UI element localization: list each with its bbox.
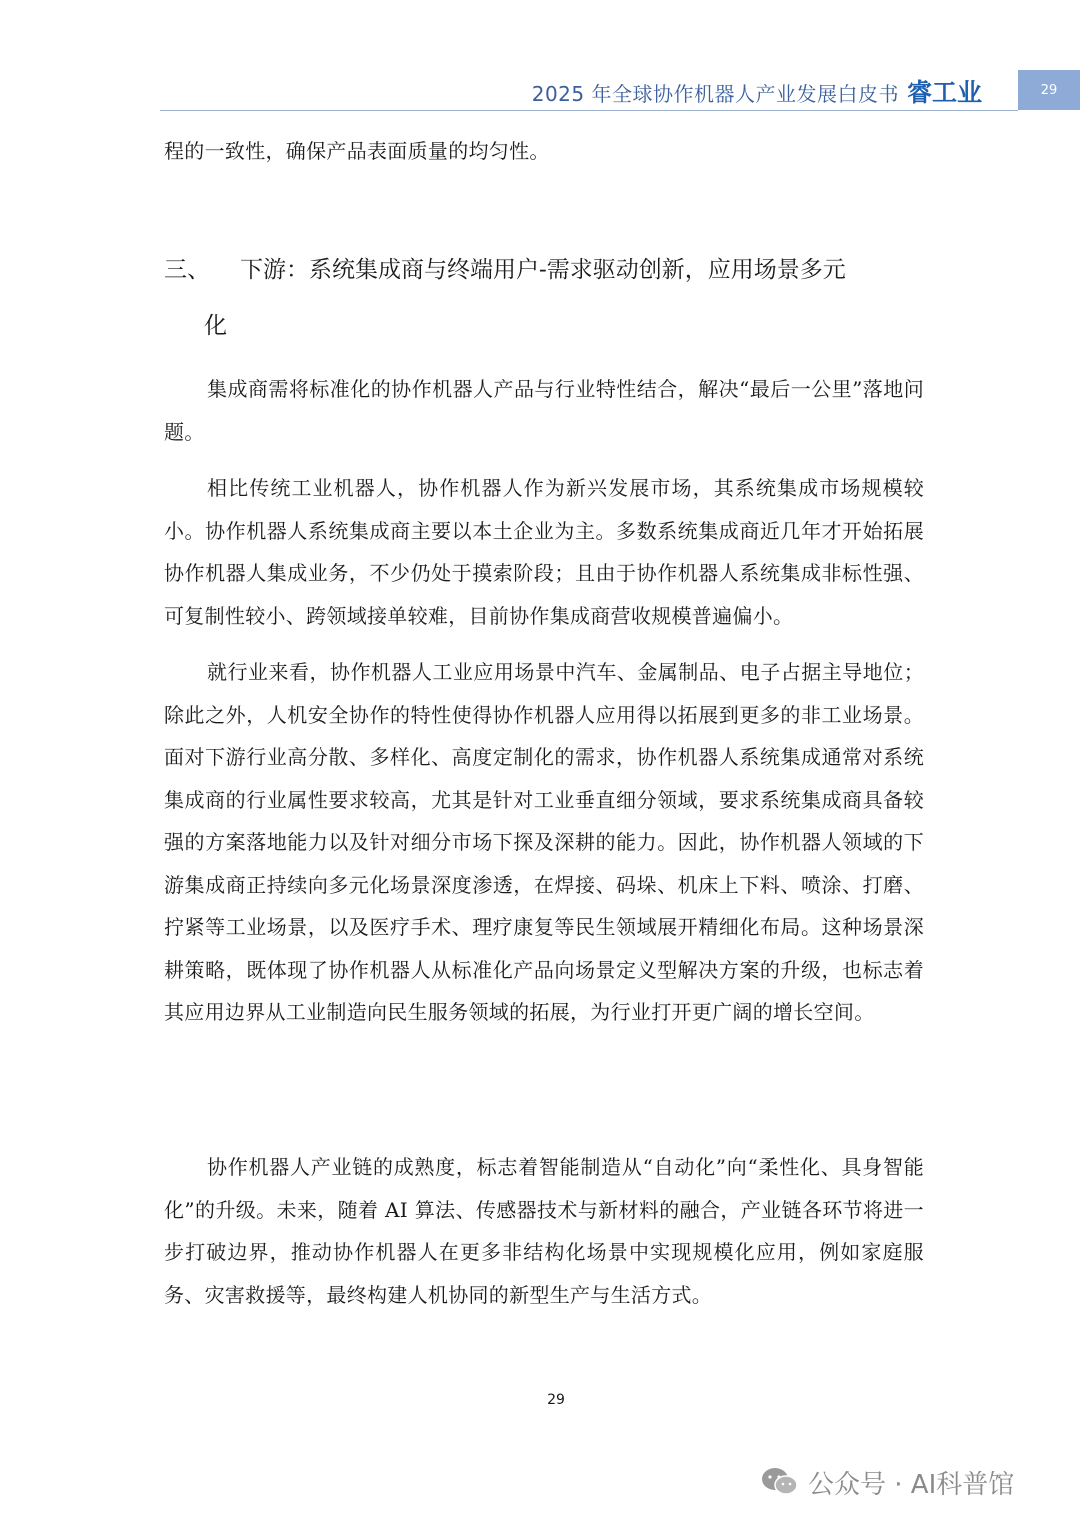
- document-title: 2025 年全球协作机器人产业发展白皮书: [531, 82, 899, 106]
- footer-page-number: 29: [547, 1392, 565, 1408]
- page-header: [0, 70, 1080, 112]
- paragraph-1: 集成商需将标准化的协作机器人产品与行业特性结合，解决“最后一公里”落地问题。: [164, 377, 924, 444]
- wechat-icon: [760, 1466, 800, 1498]
- header-title: [532, 76, 982, 108]
- watermark: [760, 1462, 1014, 1502]
- paragraph-3: 就行业来看，协作机器人工业应用场景中汽车、金属制品、电子占据主导地位；除此之外，人机安全协作的特性使得协作机器人应用得以拓展到更多的非工业场景。面对下游行业高分散、多样化、高度定制化的需求，协作机器人系统集成通常对系统集成商的行业属性要求较高，尤其是针对工业垂直细分领域，要求系统集成商具备较强的方案落地能力以及针对细分市场下探及深耕的能力。因此，协作机器人领域的下游集成商正持续向多元化场景深度渗透，在焊接、码垛、机床上下料、喷涂、打磨、拧紧等工业场景，以及医疗手术、理疗康复等民生领域展开精细化布局。这种场景深耕策略，既体现了协作机器人从标准化产品向场景定义型解决方案的升级，也标志着其应用边界从工业制造向民生服务领域的拓展，为行业打开更广阔的增长空间。: [164, 660, 924, 1024]
- paragraph-continued: 程的一致性，确保产品表面质量的均匀性。: [164, 139, 550, 163]
- section-heading-line2: 化: [204, 313, 227, 339]
- paragraph-4: 协作机器人产业链的成熟度，标志着智能制造从“自动化”向“柔性化、具身智能化”的升级。未来，随着 AI 算法、传感器技术与新材料的融合，产业链各环节将进一步打破边界，推动协作机器人在更多非结构化场景中实现规模化应用，例如家庭服务、灾害救援等，最终构建人机协同的新型生产与生活方式。: [164, 1155, 924, 1307]
- watermark-text: 公众号 · AI科普馆: [808, 1469, 1015, 1500]
- section-number: 三、: [164, 257, 210, 283]
- header-page-number: 29: [1018, 70, 1080, 110]
- section-heading: [164, 242, 924, 354]
- header-rule: [160, 110, 1018, 111]
- paragraph-2: 相比传统工业机器人，协作机器人作为新兴发展市场，其系统集成市场规模较小。协作机器人系统集成商主要以本土企业为主。多数系统集成商近几年才开始拓展协作机器人集成业务，不少仍处于摸索阶段；且由于协作机器人系统集成非标性强、可复制性较小、跨领域接单较难，目前协作集成商营收规模普遍偏小。: [164, 476, 924, 628]
- brand-logo-text: 睿工业: [906, 78, 982, 107]
- section-heading-line1: 下游：系统集成商与终端用户-需求驱动创新，应用场景多元: [240, 257, 846, 283]
